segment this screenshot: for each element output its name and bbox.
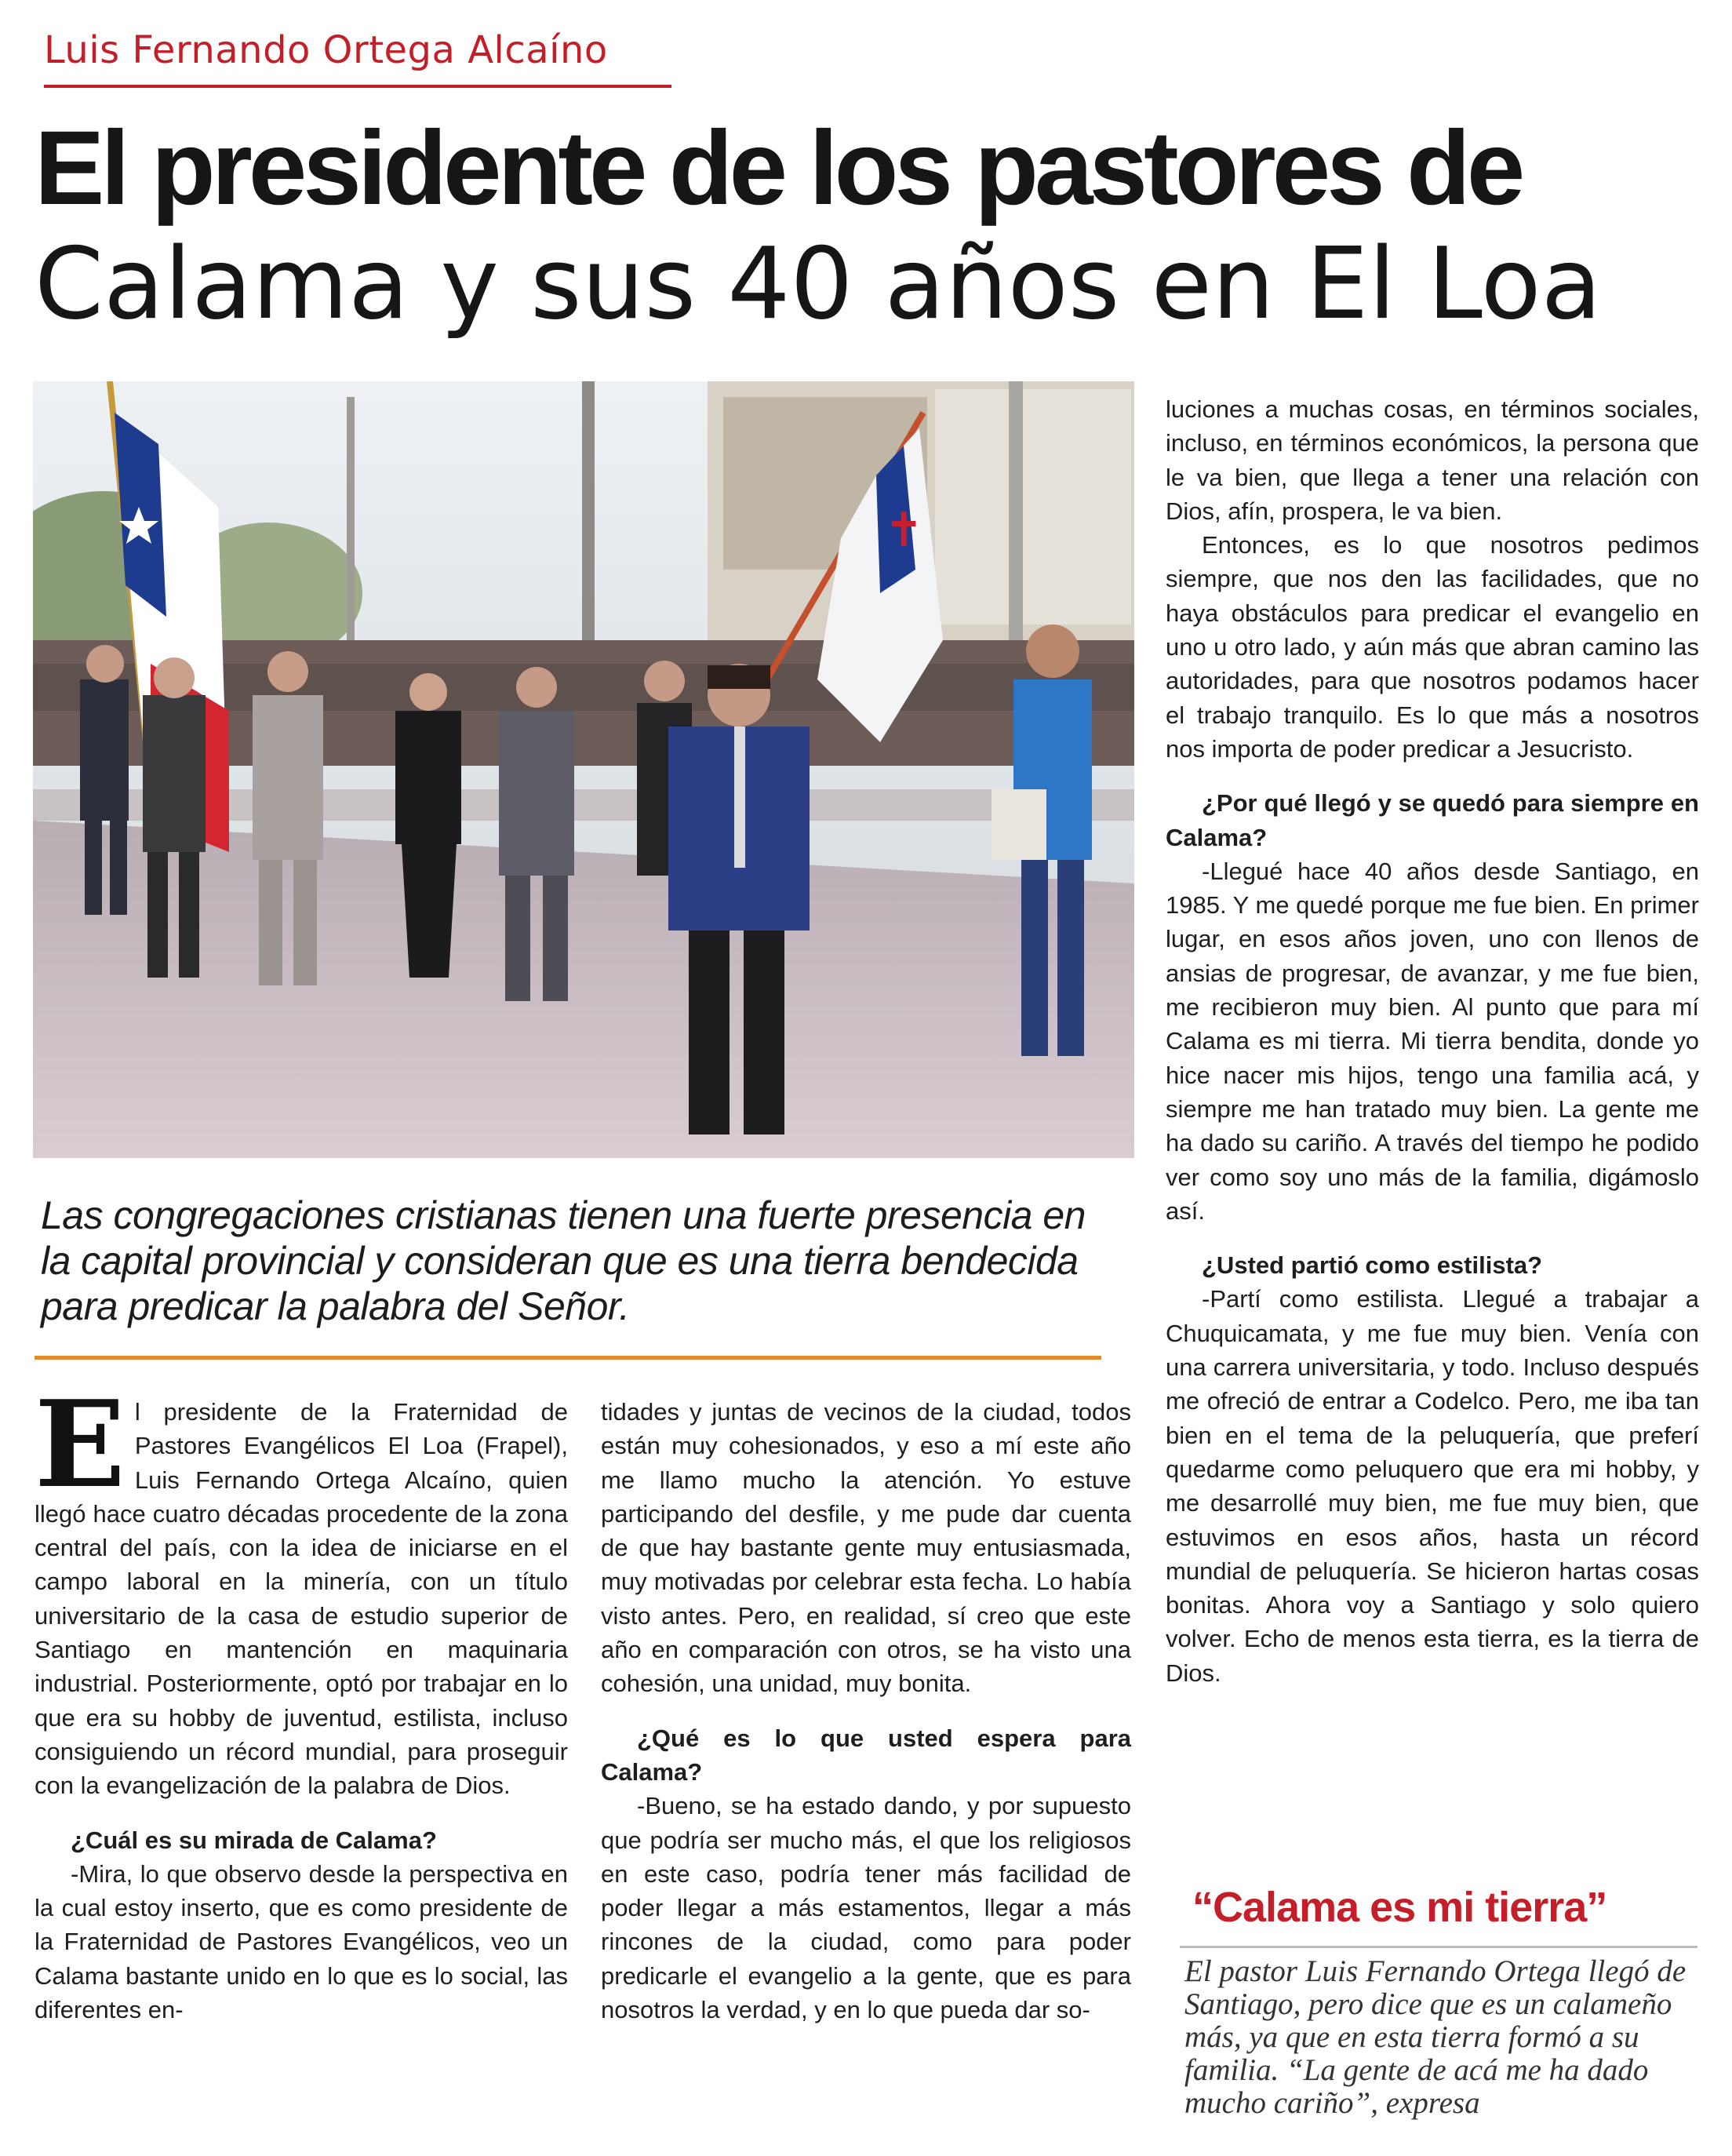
answer-3: -Llegué hace 40 años desde Santiago, en 1985. Y me quedé porque me fue bien. En primer lugar, en esos años joven, uno con llenos de ansias de progresar, de avanzar, y me fue bien, me recibieron muy bien. Al punto que para mí Calama es mi tierra. Mi tierra bendita, donde yo hice nacer mis hijos, tengo una familia acá, y siempre me han tratado muy bien. La gente me ha dado su cariño. A través del tiempo he podido ver como soy uno más de la familia, digámoslo así.: [1166, 857, 1699, 1225]
parade-photo: [33, 381, 1134, 1158]
byline-rule: [44, 85, 671, 88]
deck-rule: [35, 1356, 1101, 1360]
answer-4: -Partí como estilista. Llegué a trabajar a Chuquicamata, y me fue muy bien. Venía con una carrera universitaria, y todo. Incluso después me ofreció de entrar a Codelco. Pero, me iba tan bien en el tema de la peluquería, que preferí quedarme como peluquero que era mi hobby, y me desarrollé muy bien, me fue muy bien, que estuvimos en esos años, hasta un récord mundial de peluquería. Se hicieron hartas cosas bonitas. Ahora voy a Santiago y solo quiero volver. Echo de menos esta tierra, es la tierra de Dios.: [1166, 1285, 1699, 1687]
headline-line-1: El presidente de los pastores de: [35, 110, 1522, 227]
answer-1-part-1: -Mira, lo que observo desde la perspectiva en la cual estoy inserto, que es como presidente de la Fraternidad de Pastores Evangélicos, veo un Calama bastante unido en lo que es lo social, las diferentes en-: [35, 1859, 568, 2024]
pullquote-title: “Calama es mi tierra”: [1192, 1884, 1607, 1931]
byline: Luis Fernando Ortega Alcaíno: [44, 28, 608, 72]
column-3: [1166, 392, 1699, 1690]
question-1: ¿Cuál es su mirada de Calama?: [71, 1826, 437, 1854]
question-4: ¿Usted partió como estilista?: [1202, 1251, 1543, 1280]
question-3: ¿Por qué llegó y se quedó para siempre en Calama?: [1166, 789, 1699, 851]
answer-2-part-1: -Bueno, se ha estado dando, y por supuesto que podría ser mucho más, el que los religiosos en este caso, podría tener más facilidad de poder llegar a más estamentos, llegar a más rincones de la ciudad, como para poder predicarle el evangelio a la gente, que es para nosotros la verdad, y en lo que pueda dar so-: [601, 1792, 1131, 2024]
answer-1-part-2: tidades y juntas de vecinos de la ciudad, todos están muy cohesionados, y eso a mí este año me llamo mucho la atención. Yo estuve participando del desfile, y me pude dar cuenta de que hay bastante gente muy entusiasmada, muy motivadas por celebrar esta fecha. Lo había visto antes. Pero, en realidad, sí creo que este año en comparación con otros, se ha visto una cohesión, una unidad, muy bonita.: [601, 1398, 1131, 1698]
pullquote-rule: [1180, 1946, 1697, 1948]
deck: Las congregaciones cristianas tienen una fuerte presencia en la capital provincial y consideran que es una tierra bendecida para predicar la palabra del Señor.: [41, 1193, 1086, 1328]
answer-2-part-2: luciones a muchas cosas, en términos sociales, incluso, en términos económicos, la persona que le va bien, que llega a tener una relación con Dios, afín, prospera, le va bien.: [1166, 395, 1699, 525]
headline-line-2: Calama y sus 40 años en El Loa: [35, 226, 1602, 341]
question-2: ¿Qué es lo que usted espera para Calama?: [601, 1724, 1131, 1786]
pullquote-text: El pastor Luis Fernando Ortega llegó de Santiago, pero dice que es un calameño más, ya que en esta tierra formó a su familia. “La gente de acá me ha dado mucho cariño”, expresa: [1184, 1954, 1687, 2120]
column-2: [601, 1395, 1131, 2027]
answer-2-part-3: Entonces, es lo que nosotros pedimos siempre, que nos den las facilidades, que no haya obstáculos para predicar el evangelio en uno u otro lado, y aún más que abran camino las autoridades, para que nosotros podamos hacer el trabajo tranquilo. Es lo que más a nosotros nos importa de poder predicar a Jesucristo.: [1166, 531, 1699, 763]
dropcap: E: [35, 1374, 126, 1514]
column-1: [35, 1374, 568, 2027]
lead-text: l presidente de la Fraternidad de Pastores Evangélicos El Loa (Frapel), Luis Fernando Ortega Alcaíno, quien llegó hace cuatro décadas procedente de la zona central del país, con la idea de iniciarse en el campo laboral en la minería, con un título universitario de la casa de estudio superior de Santiago en mantención en maquinaria industrial. Posteriormente, optó por trabajar en lo que era su hobby de juventud, estilista, incluso consiguiendo un récord mundial, para proseguir con la evangelización de la palabra de Dios.: [35, 1398, 568, 1800]
christian-flag-cross: ✝: [884, 503, 924, 558]
lead-paragraph: [35, 1374, 568, 1803]
